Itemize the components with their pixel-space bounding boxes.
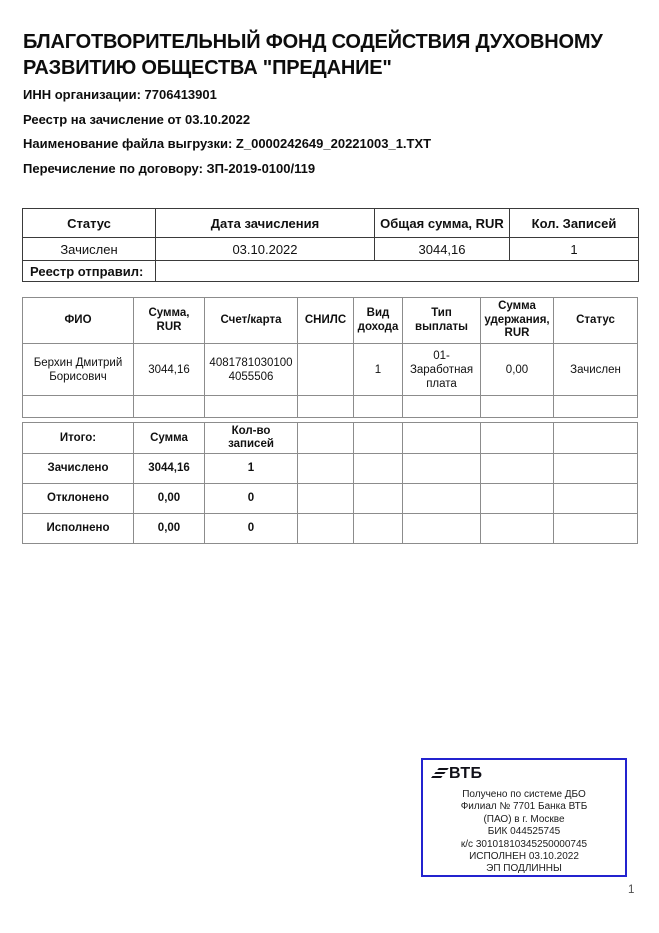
totals-sum-header: Сумма <box>134 423 205 454</box>
payee-account-cell: 40817810301004055506 <box>205 344 298 396</box>
empty-cell <box>554 396 638 418</box>
summary-date-cell: 03.10.2022 <box>156 238 375 261</box>
rejected-label: Отклонено <box>23 484 134 514</box>
stamp-line-city: (ПАО) в г. Москве <box>483 813 565 825</box>
credited-label: Зачислено <box>23 454 134 484</box>
page-title: БЛАГОТВОРИТЕЛЬНЫЙ ФОНД СОДЕЙСТВИЯ ДУХОВНОМУ РАЗВИТИЮ ОБЩЕСТВА "ПРЕДАНИЕ" <box>23 31 603 79</box>
payee-income-type-cell: 1 <box>354 344 403 396</box>
stamp-line-signature: ЭП ПОДЛИННЫ <box>486 863 562 875</box>
details-header-income-type: Вид дохода <box>354 298 403 344</box>
export-file-line: Наименование файла выгрузки: Z_0000242649_20221003_1.TXT <box>23 136 432 151</box>
payee-status-cell: Зачислен <box>554 344 638 396</box>
empty-cell <box>298 454 354 484</box>
payee-withholding-cell: 0,00 <box>481 344 554 396</box>
registry-date-line: Реестр на зачисление от 03.10.2022 <box>23 111 251 127</box>
empty-cell <box>481 396 554 418</box>
totals-count-header: Кол-во записей <box>205 423 298 454</box>
totals-header-row <box>23 423 638 454</box>
summary-count-cell: 1 <box>510 238 639 261</box>
vtb-logo-text: ВТБ <box>449 765 483 782</box>
totals-executed-row <box>23 514 638 544</box>
empty-cell <box>554 514 638 544</box>
rejected-sum: 0,00 <box>134 484 205 514</box>
empty-cell <box>481 484 554 514</box>
summary-data-row <box>23 238 639 261</box>
empty-cell <box>354 423 403 454</box>
stamp-text-block <box>423 789 625 876</box>
details-header-snils: СНИЛС <box>298 298 354 344</box>
totals-table <box>22 422 638 544</box>
empty-cell <box>554 423 638 454</box>
empty-cell <box>354 454 403 484</box>
executed-label: Исполнено <box>23 514 134 544</box>
details-empty-row <box>23 396 638 418</box>
credited-count: 1 <box>205 454 298 484</box>
document-info-block <box>23 88 431 186</box>
vtb-logo <box>432 766 482 782</box>
empty-cell <box>298 423 354 454</box>
summary-status-cell: Зачислен <box>23 238 156 261</box>
empty-cell <box>354 514 403 544</box>
empty-cell <box>23 396 134 418</box>
empty-cell <box>403 396 481 418</box>
empty-cell <box>403 484 481 514</box>
empty-cell <box>403 423 481 454</box>
payee-payment-type-cell: 01-Заработная плата <box>403 344 481 396</box>
bank-stamp <box>421 758 627 877</box>
summary-header-total: Общая сумма, RUR <box>375 209 510 238</box>
empty-cell <box>481 514 554 544</box>
details-data-row <box>23 344 638 396</box>
details-header-sum: Сумма, RUR <box>134 298 205 344</box>
empty-cell <box>354 396 403 418</box>
summary-header-row <box>23 209 639 238</box>
summary-table <box>22 208 639 282</box>
summary-header-count: Кол. Записей <box>510 209 639 238</box>
registry-sender-label: Реестр отправил: <box>23 261 156 282</box>
registry-sender-value-cell <box>156 261 639 282</box>
stamp-line-corr-account: к/с 30101810345250000745 <box>460 838 588 850</box>
stamp-line-branch: Филиал № 7701 Банка ВТБ <box>460 801 588 813</box>
empty-cell <box>205 396 298 418</box>
empty-cell <box>554 484 638 514</box>
totals-rejected-row <box>23 484 638 514</box>
inn-line: ИНН организации: 7706413901 <box>23 87 217 102</box>
empty-cell <box>134 396 205 418</box>
summary-header-status: Статус <box>23 209 156 238</box>
executed-count: 0 <box>205 514 298 544</box>
details-table <box>22 297 638 418</box>
empty-cell <box>298 484 354 514</box>
page-number: 1 <box>628 884 635 896</box>
details-header-row <box>23 298 638 344</box>
details-header-account: Счет/карта <box>205 298 298 344</box>
empty-cell <box>481 454 554 484</box>
contract-line: Перечисление по договору: ЗП-2019-0100/119 <box>23 160 316 176</box>
executed-sum: 0,00 <box>134 514 205 544</box>
empty-cell <box>354 484 403 514</box>
payee-snils-cell <box>298 344 354 396</box>
empty-cell <box>298 396 354 418</box>
empty-cell <box>298 514 354 544</box>
empty-cell <box>403 514 481 544</box>
details-header-fio: ФИО <box>23 298 134 344</box>
empty-cell <box>403 454 481 484</box>
totals-credited-row <box>23 454 638 484</box>
summary-header-date: Дата зачисления <box>156 209 375 238</box>
summary-total-cell: 3044,16 <box>375 238 510 261</box>
payee-sum-cell: 3044,16 <box>134 344 205 396</box>
empty-cell <box>554 454 638 484</box>
vtb-stripes-icon <box>431 768 449 778</box>
details-header-status: Статус <box>554 298 638 344</box>
stamp-line-executed: ИСПОЛНЕН 03.10.2022 <box>469 851 579 863</box>
stamp-line-bik: БИК 044525745 <box>487 826 561 838</box>
payee-name-cell: Берхин Дмитрий Борисович <box>23 344 134 396</box>
rejected-count: 0 <box>205 484 298 514</box>
empty-cell <box>481 423 554 454</box>
details-header-withholding: Сумма удержания, RUR <box>481 298 554 344</box>
registry-sender-row <box>23 261 639 282</box>
credited-sum: 3044,16 <box>134 454 205 484</box>
totals-label: Итого: <box>23 423 134 454</box>
stamp-line-received: Получено по системе ДБО <box>462 789 586 800</box>
details-header-payment-type: Тип выплаты <box>403 298 481 344</box>
